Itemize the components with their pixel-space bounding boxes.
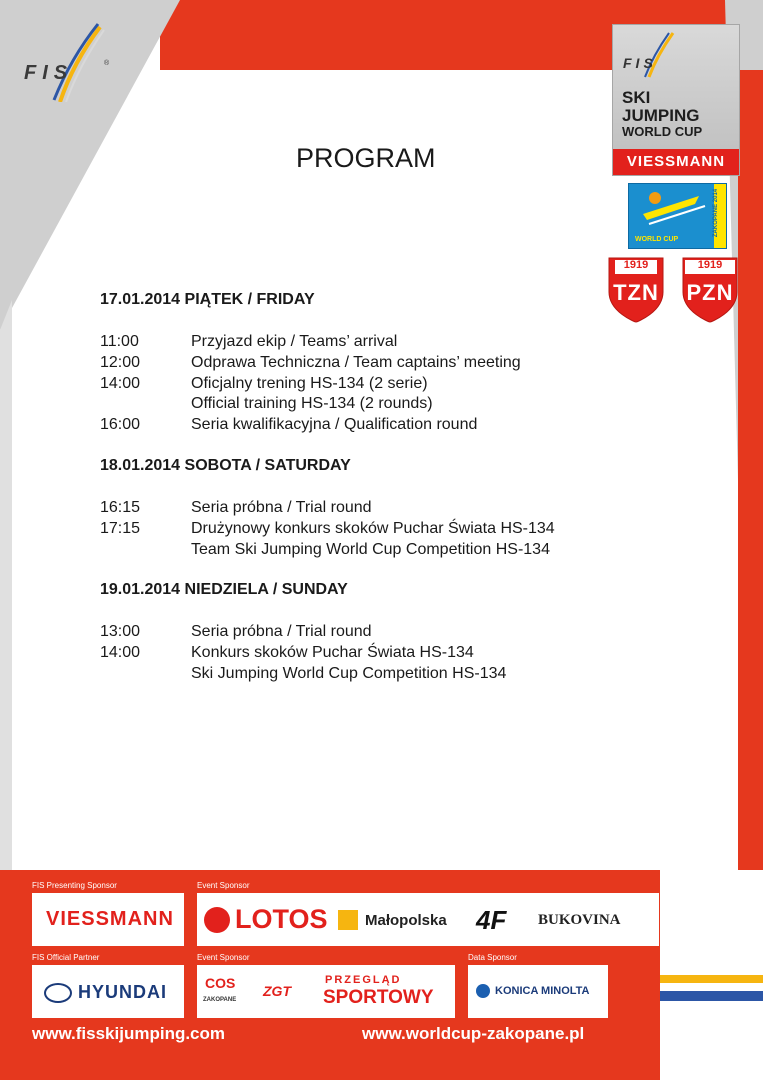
event-desc: Team Ski Jumping World Cup Competition HS-134 <box>191 540 550 558</box>
label-data-sponsor: Data Sponsor <box>468 953 517 962</box>
event-time-blank <box>100 394 191 415</box>
wc-line2: JUMPING <box>622 106 700 125</box>
konica-logo-box <box>468 965 608 1018</box>
zakopane-label: WORLD CUP <box>635 236 679 243</box>
hyundai-icon <box>44 983 72 1003</box>
event-desc: Seria próbna / Trial round <box>191 623 372 641</box>
page-title: PROGRAM <box>296 143 436 173</box>
hyundai-logo: HYUNDAI <box>78 982 168 1002</box>
event-time: 16:15 <box>100 498 141 516</box>
day-block <box>100 580 660 684</box>
event-row <box>100 498 660 519</box>
event-row <box>100 415 660 436</box>
ski-jumping-world-cup-logo <box>612 24 740 176</box>
fourf-logo: 4F <box>476 905 507 935</box>
wc-fis-text: FIS <box>623 55 657 71</box>
tzn-initials: TZN <box>613 280 659 305</box>
przeglad-logo-top: PRZEGLĄD <box>325 974 402 986</box>
ski-jumper-icon <box>629 184 714 236</box>
event-list <box>100 332 660 436</box>
day-block <box>100 290 660 436</box>
event-desc: Odprawa Techniczna / Team captains’ meeting <box>191 353 521 371</box>
cos-sub: ZAKOPANE <box>203 997 237 1003</box>
event-row <box>100 374 660 395</box>
event-time-blank <box>100 540 191 561</box>
event-row <box>100 394 660 415</box>
pzn-badge <box>681 256 739 324</box>
event-desc: Seria kwalifikacyjna / Qualification round <box>191 416 478 434</box>
zakopane-side-bar <box>714 184 726 248</box>
event-desc: Official training HS-134 (2 rounds) <box>191 395 433 413</box>
lotos-logo: LOTOS <box>235 904 328 934</box>
viessmann-logo-box <box>32 893 184 946</box>
day-heading: 18.01.2014 SOBOTA / SATURDAY <box>100 456 351 474</box>
pzn-year: 1919 <box>697 259 723 271</box>
day-heading: 19.01.2014 NIEDZIELA / SUNDAY <box>100 581 348 599</box>
zakopane-side-text: ZAKOPANE 2014 <box>713 188 720 238</box>
lotos-icon <box>204 907 230 933</box>
event-desc: Seria próbna / Trial round <box>191 498 372 516</box>
hyundai-logo-box <box>32 965 184 1018</box>
konica-logo: KONICA MINOLTA <box>495 985 590 997</box>
event-row <box>100 664 660 685</box>
event-desc: Ski Jumping World Cup Competition HS-134 <box>191 664 507 682</box>
wc-line3: WORLD CUP <box>622 124 703 139</box>
event-row <box>100 353 660 374</box>
event-time: 14:00 <box>100 644 141 662</box>
event-row <box>100 622 660 643</box>
event-time: 17:15 <box>100 519 141 537</box>
event-row <box>100 540 660 561</box>
event-desc: Oficjalny trening HS-134 (2 serie) <box>191 374 428 392</box>
registered-mark: ® <box>104 60 110 67</box>
event-time: 13:00 <box>100 623 141 641</box>
event-time-blank <box>100 664 191 685</box>
url-worldcup-zakopane[interactable]: www.worldcup-zakopane.pl <box>362 1024 585 1043</box>
color-stripes <box>660 975 763 1035</box>
event-time: 11:00 <box>100 333 139 350</box>
event-row <box>100 643 660 664</box>
url-fisskijumping[interactable]: www.fisskijumping.com <box>32 1024 226 1043</box>
malopolska-logo: Małopolska <box>365 912 447 929</box>
wc-line1: SKI <box>622 88 651 107</box>
event-row <box>100 519 660 540</box>
fis-logo <box>20 22 110 102</box>
event-list <box>100 498 660 560</box>
event-desc: Konkurs skoków Puchar Świata HS-134 <box>191 644 474 662</box>
event-time: 12:00 <box>100 353 141 371</box>
event-list <box>100 622 660 684</box>
bukovina-logo: BUKOVINA <box>538 912 621 928</box>
pzn-initials: PZN <box>686 280 734 305</box>
event-row <box>100 332 660 353</box>
day-heading: 17.01.2014 PIĄTEK / FRIDAY <box>100 291 315 308</box>
fis-logo-text: FIS <box>24 62 74 84</box>
pzt-logo: ZGT <box>263 983 291 999</box>
label-event-sponsor: Event Sponsor <box>197 881 250 890</box>
label-official-partner: FIS Official Partner <box>32 953 100 962</box>
event-desc: Przyjazd ekip / Teams’ arrival <box>191 333 398 350</box>
event-time: 16:00 <box>100 416 141 434</box>
wc-sponsor: VIESSMANN <box>613 149 739 175</box>
viessmann-logo: VIESSMANN <box>46 908 174 930</box>
day-block <box>100 456 660 560</box>
program-schedule <box>100 290 660 705</box>
konica-icon <box>476 984 490 998</box>
cos-logo: COS <box>205 975 236 991</box>
event-time: 14:00 <box>100 374 141 392</box>
malopolska-icon <box>338 910 358 930</box>
event-desc: Drużynowy konkurs skoków Puchar Świata HS-134 <box>191 519 555 537</box>
event-sponsors-box <box>197 893 659 946</box>
label-presenting-sponsor: FIS Presenting Sponsor <box>32 881 117 890</box>
zakopane-world-cup-logo <box>628 183 727 249</box>
przeglad-logo-bottom: SPORTOWY <box>323 987 434 1008</box>
event-sponsors-box-2 <box>197 965 455 1018</box>
label-event-sponsor-2: Event Sponsor <box>197 953 250 962</box>
tzn-year: 1919 <box>623 259 649 271</box>
